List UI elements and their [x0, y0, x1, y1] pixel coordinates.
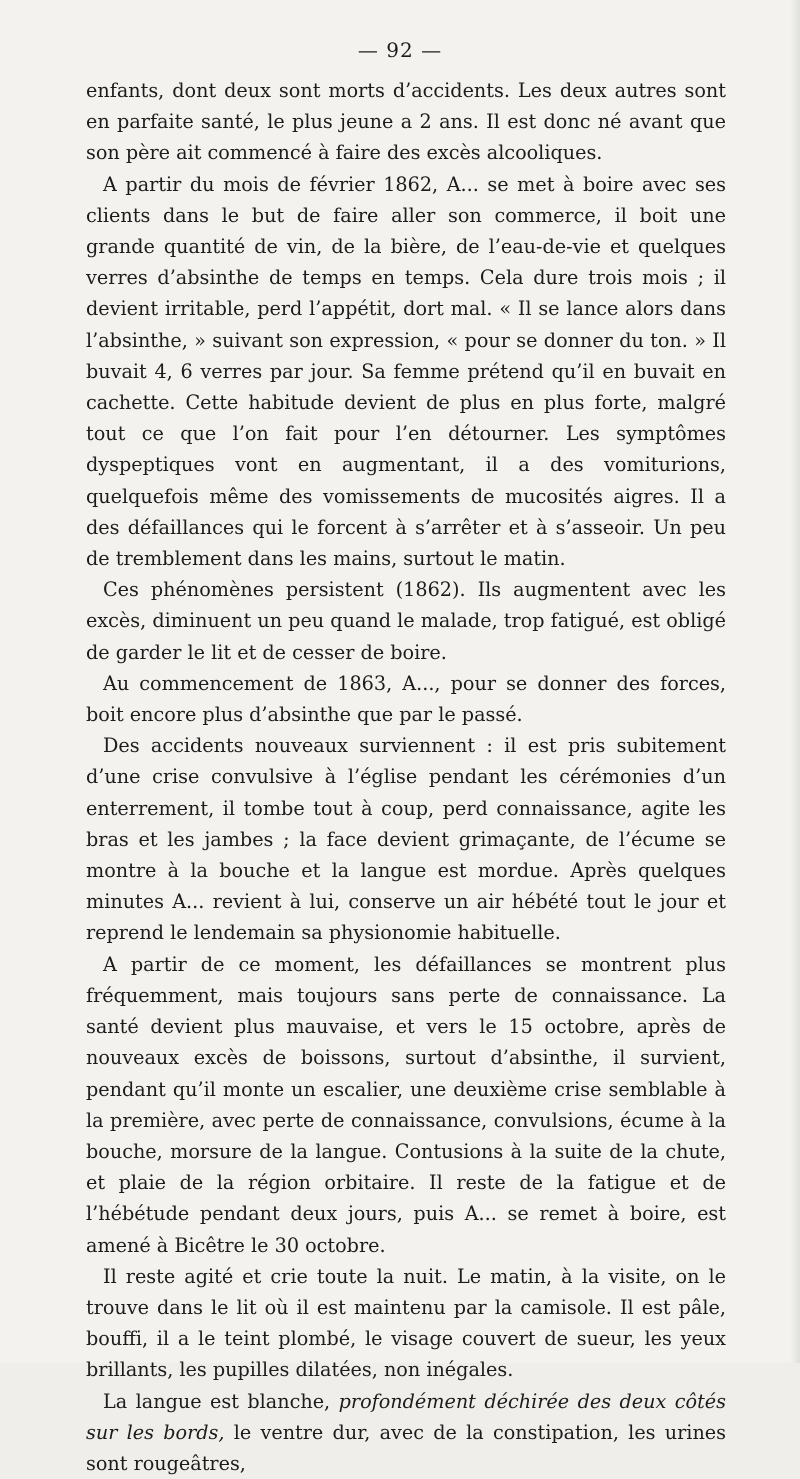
paragraph-1: enfants, dont deux sont morts d’accidents. Les deux autres sont en parfaite santé, le plus jeune a 2 ans. Il est donc né avant que son père ait commencé à faire des excès alcooliques. [86, 79, 726, 165]
paragraph-8-end: le ventre dur, avec de la constipation, les urines sont rougeâtres, [86, 1420, 727, 1475]
paragraph-5: Des accidents nouveaux surviennent : il est pris subitement d’une crise convulsive à l’église pendant les cérémonies d’un enterrement, il tombe tout à coup, perd connaissance, agite les bras et les jambes ; la face devient grimaçante, de l’écume se montre à la bouche et la langue est mordue. Après quelques minutes A... revient à lui, conserve un air hébété tout le jour et reprend le lendemain sa physionomie habituelle. [86, 734, 726, 945]
paragraph-8 [86, 1386, 726, 1479]
paragraph-3: Ces phénomènes persistent (1862). Ils augmentent avec les excès, diminuent un peu quand le malade, trop fatigué, est obligé de garder le lit et de cesser de boire. [86, 578, 726, 664]
paragraph-8-start: La langue est blanche, [103, 1389, 339, 1413]
paragraph-8-italic: profondément déchirée des deux côtés sur les bords, [86, 1389, 726, 1444]
page-edge-shadow [790, 0, 800, 1363]
paragraph-7: Il reste agité et crie toute la nuit. Le matin, à la visite, on le trouve dans le lit où il est maintenu par la camisole. Il est pâle, bouffi, il a le teint plombé, le visage couvert de sueur, les yeux brillants, les pupilles dilatées, non inégales. [86, 1264, 726, 1382]
page-number: — 92 — [357, 38, 443, 62]
body-text [86, 75, 726, 1479]
paragraph-6: A partir de ce moment, les défaillances se montrent plus fréquemment, mais toujours sans perte de connaissance. La santé devient plus mauvaise, et vers le 15 octobre, après de nouveaux excès de boissons, surtout d’absinthe, il survient, pendant qu’il monte un escalier, une deuxième crise semblable à la première, avec perte de connaissance, convulsions, écume à la bouche, morsure de la langue. Contusions à la suite de la chute, et plaie de la région orbitaire. Il reste de la fatigue et de l’hébétude pendant deux jours, puis A... se remet à boire, est amené à Bicêtre le 30 octobre. [86, 952, 726, 1257]
paragraph-2: A partir du mois de février 1862, A... se met à boire avec ses clients dans le but de faire aller son commerce, il boit une grande quantité de vin, de la bière, de l’eau-de-vie et quelques verres d’absinthe de temps en temps. Cela dure trois mois ; il devient irritable, perd l’appétit, dort mal. « Il se lance alors dans l’absinthe, » suivant son expression, « pour se donner du ton. » Il buvait 4, 6 verres par jour. Sa femme prétend qu’il en buvait en cachette. Cette habitude devient de plus en plus forte, malgré tout ce que l’on fait pour l’en détourner. Les symptômes dyspeptiques vont en augmentant, il a des vomiturions, quelquefois même des vomissements de mucosités aigres. Il a des défaillances qui le forcent à s’arrêter et à s’asseoir. Un peu de tremblement dans les mains, surtout le matin. [86, 172, 726, 571]
paragraph-4: Au commencement de 1863, A..., pour se donner des forces, boit encore plus d’absinthe que par le passé. [86, 671, 726, 727]
